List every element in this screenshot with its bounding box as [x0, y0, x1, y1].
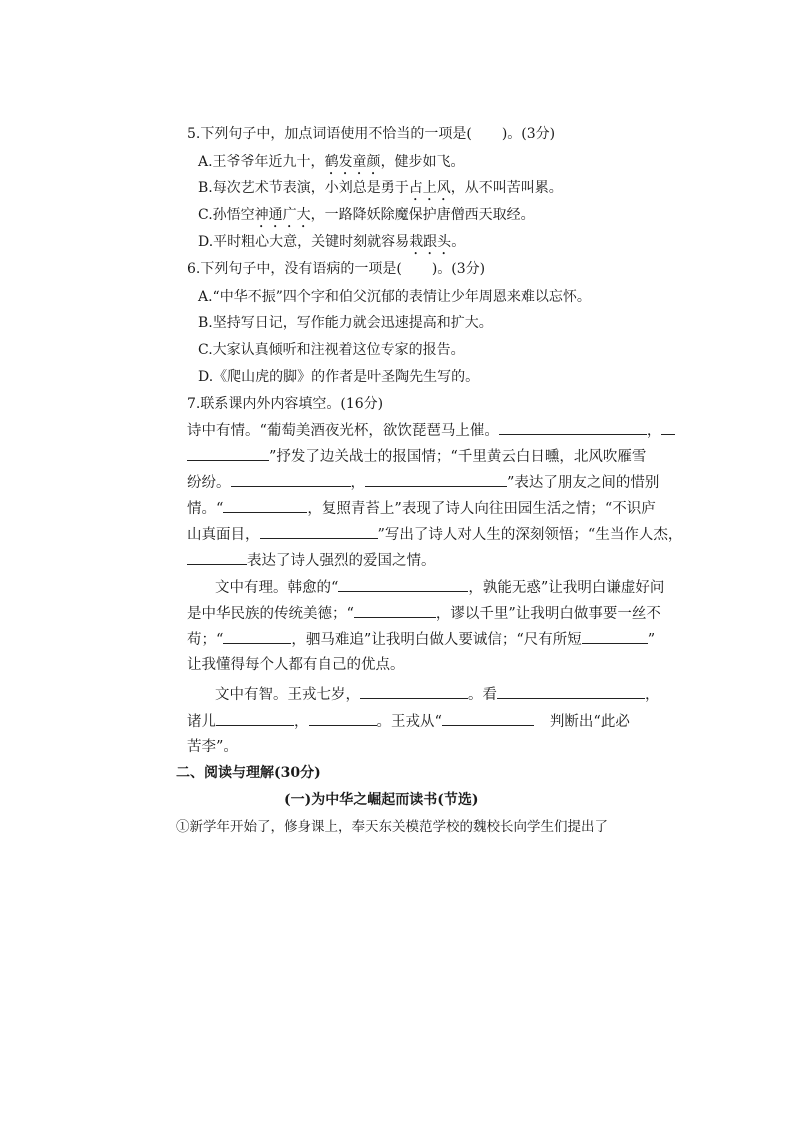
q7-line-13: 苦李”。: [187, 739, 238, 755]
passage-title: (一)为中华之崛起而读书(节选): [284, 792, 479, 808]
q7-line-5: 山真面目， ”写出了诗人对人生的深刻领悟；“生当作人杰，: [187, 524, 682, 545]
blank[interactable]: [223, 629, 291, 644]
blank[interactable]: [360, 684, 468, 699]
q7-line-10: 让我懂得每个人都有自己的优点。: [187, 657, 405, 673]
q7-title: 7.联系课内外内容填空。(16分): [187, 396, 384, 412]
q6-option-b: B.坚持写日记，写作能力就会迅速提高和扩大。: [198, 315, 493, 331]
blank[interactable]: [187, 550, 247, 565]
q5-option-d: D.平时粗心大意，关键时刻就容易栽跟头。: [198, 234, 466, 250]
blank[interactable]: [354, 603, 436, 618]
q6-title: 6.下列句子中，没有语病的一项是( )。(3分): [187, 261, 486, 277]
q5-option-a: A.王爷爷年近九十，鹤发童颜，健步如飞。: [198, 154, 465, 170]
blank[interactable]: [661, 420, 675, 435]
q6-option-a: A.“中华不振”四个字和伯父沉郁的表情让少年周恩来难以忘怀。: [198, 289, 591, 305]
q7-line-4: 情。“ ，复照青苔上”表现了诗人向往田园生活之情；“不识庐: [187, 498, 656, 519]
q7-line-2: ”抒发了边关战士的报国情；“千里黄云白日曛，北风吹雁雪: [187, 446, 646, 467]
q6-option-c: C.大家认真倾听和注视着这位专家的报告。: [198, 342, 465, 358]
blank[interactable]: [187, 446, 269, 461]
blank[interactable]: [216, 711, 294, 726]
blank[interactable]: [338, 577, 468, 592]
blank[interactable]: [223, 498, 307, 513]
blank[interactable]: [582, 629, 648, 644]
q6-option-d: D.《爬山虎的脚》的作者是叶圣陶先生写的。: [198, 369, 480, 385]
blank[interactable]: [365, 472, 507, 487]
blank[interactable]: [231, 472, 351, 487]
q5-option-b: B.每次艺术节表演，小刘总是勇于占上风，从不叫苦叫累。: [198, 180, 563, 196]
q5-title: 5.下列句子中，加点词语使用不恰当的一项是( )。(3分): [187, 126, 556, 142]
blank[interactable]: [442, 711, 534, 726]
q7-line-11: 文中有智。王戎七岁， 。看 ，: [215, 684, 660, 705]
blank[interactable]: [309, 711, 377, 726]
q7-line-7: 文中有理。韩愈的“ ，孰能无惑”让我明白谦虚好问: [215, 577, 664, 598]
q7-line-3: 纷纷。 ， ”表达了朋友之间的惜别: [187, 472, 659, 493]
passage-paragraph-1: ①新学年开始了，修身课上，奉天东关模范学校的魏校长向学生们提出了: [176, 819, 608, 835]
q7-line-9: 苟；“ ，驷马难追”让我明白做人要诚信；“尺有所短 ”: [187, 629, 655, 650]
q7-line-6: 表达了诗人强烈的爱国之情。: [187, 550, 436, 571]
blank[interactable]: [497, 684, 645, 699]
blank[interactable]: [260, 524, 378, 539]
section-2-title: 二、阅读与理解(30分): [176, 765, 321, 781]
blank[interactable]: [499, 420, 647, 435]
q5-option-c: C.孙悟空神通广大，一路降妖除魔保护唐僧西天取经。: [198, 207, 535, 223]
q7-line-12: 诸儿 ， 。王戎从“ 判断出“此必: [187, 711, 630, 732]
q7-line-1: 诗中有情。“葡萄美酒夜光杯，欲饮琵琶马上催。 ，: [187, 420, 675, 441]
q7-line-8: 是中华民族的传统美德；“ ，谬以千里”让我明白做事要一丝不: [187, 603, 661, 624]
